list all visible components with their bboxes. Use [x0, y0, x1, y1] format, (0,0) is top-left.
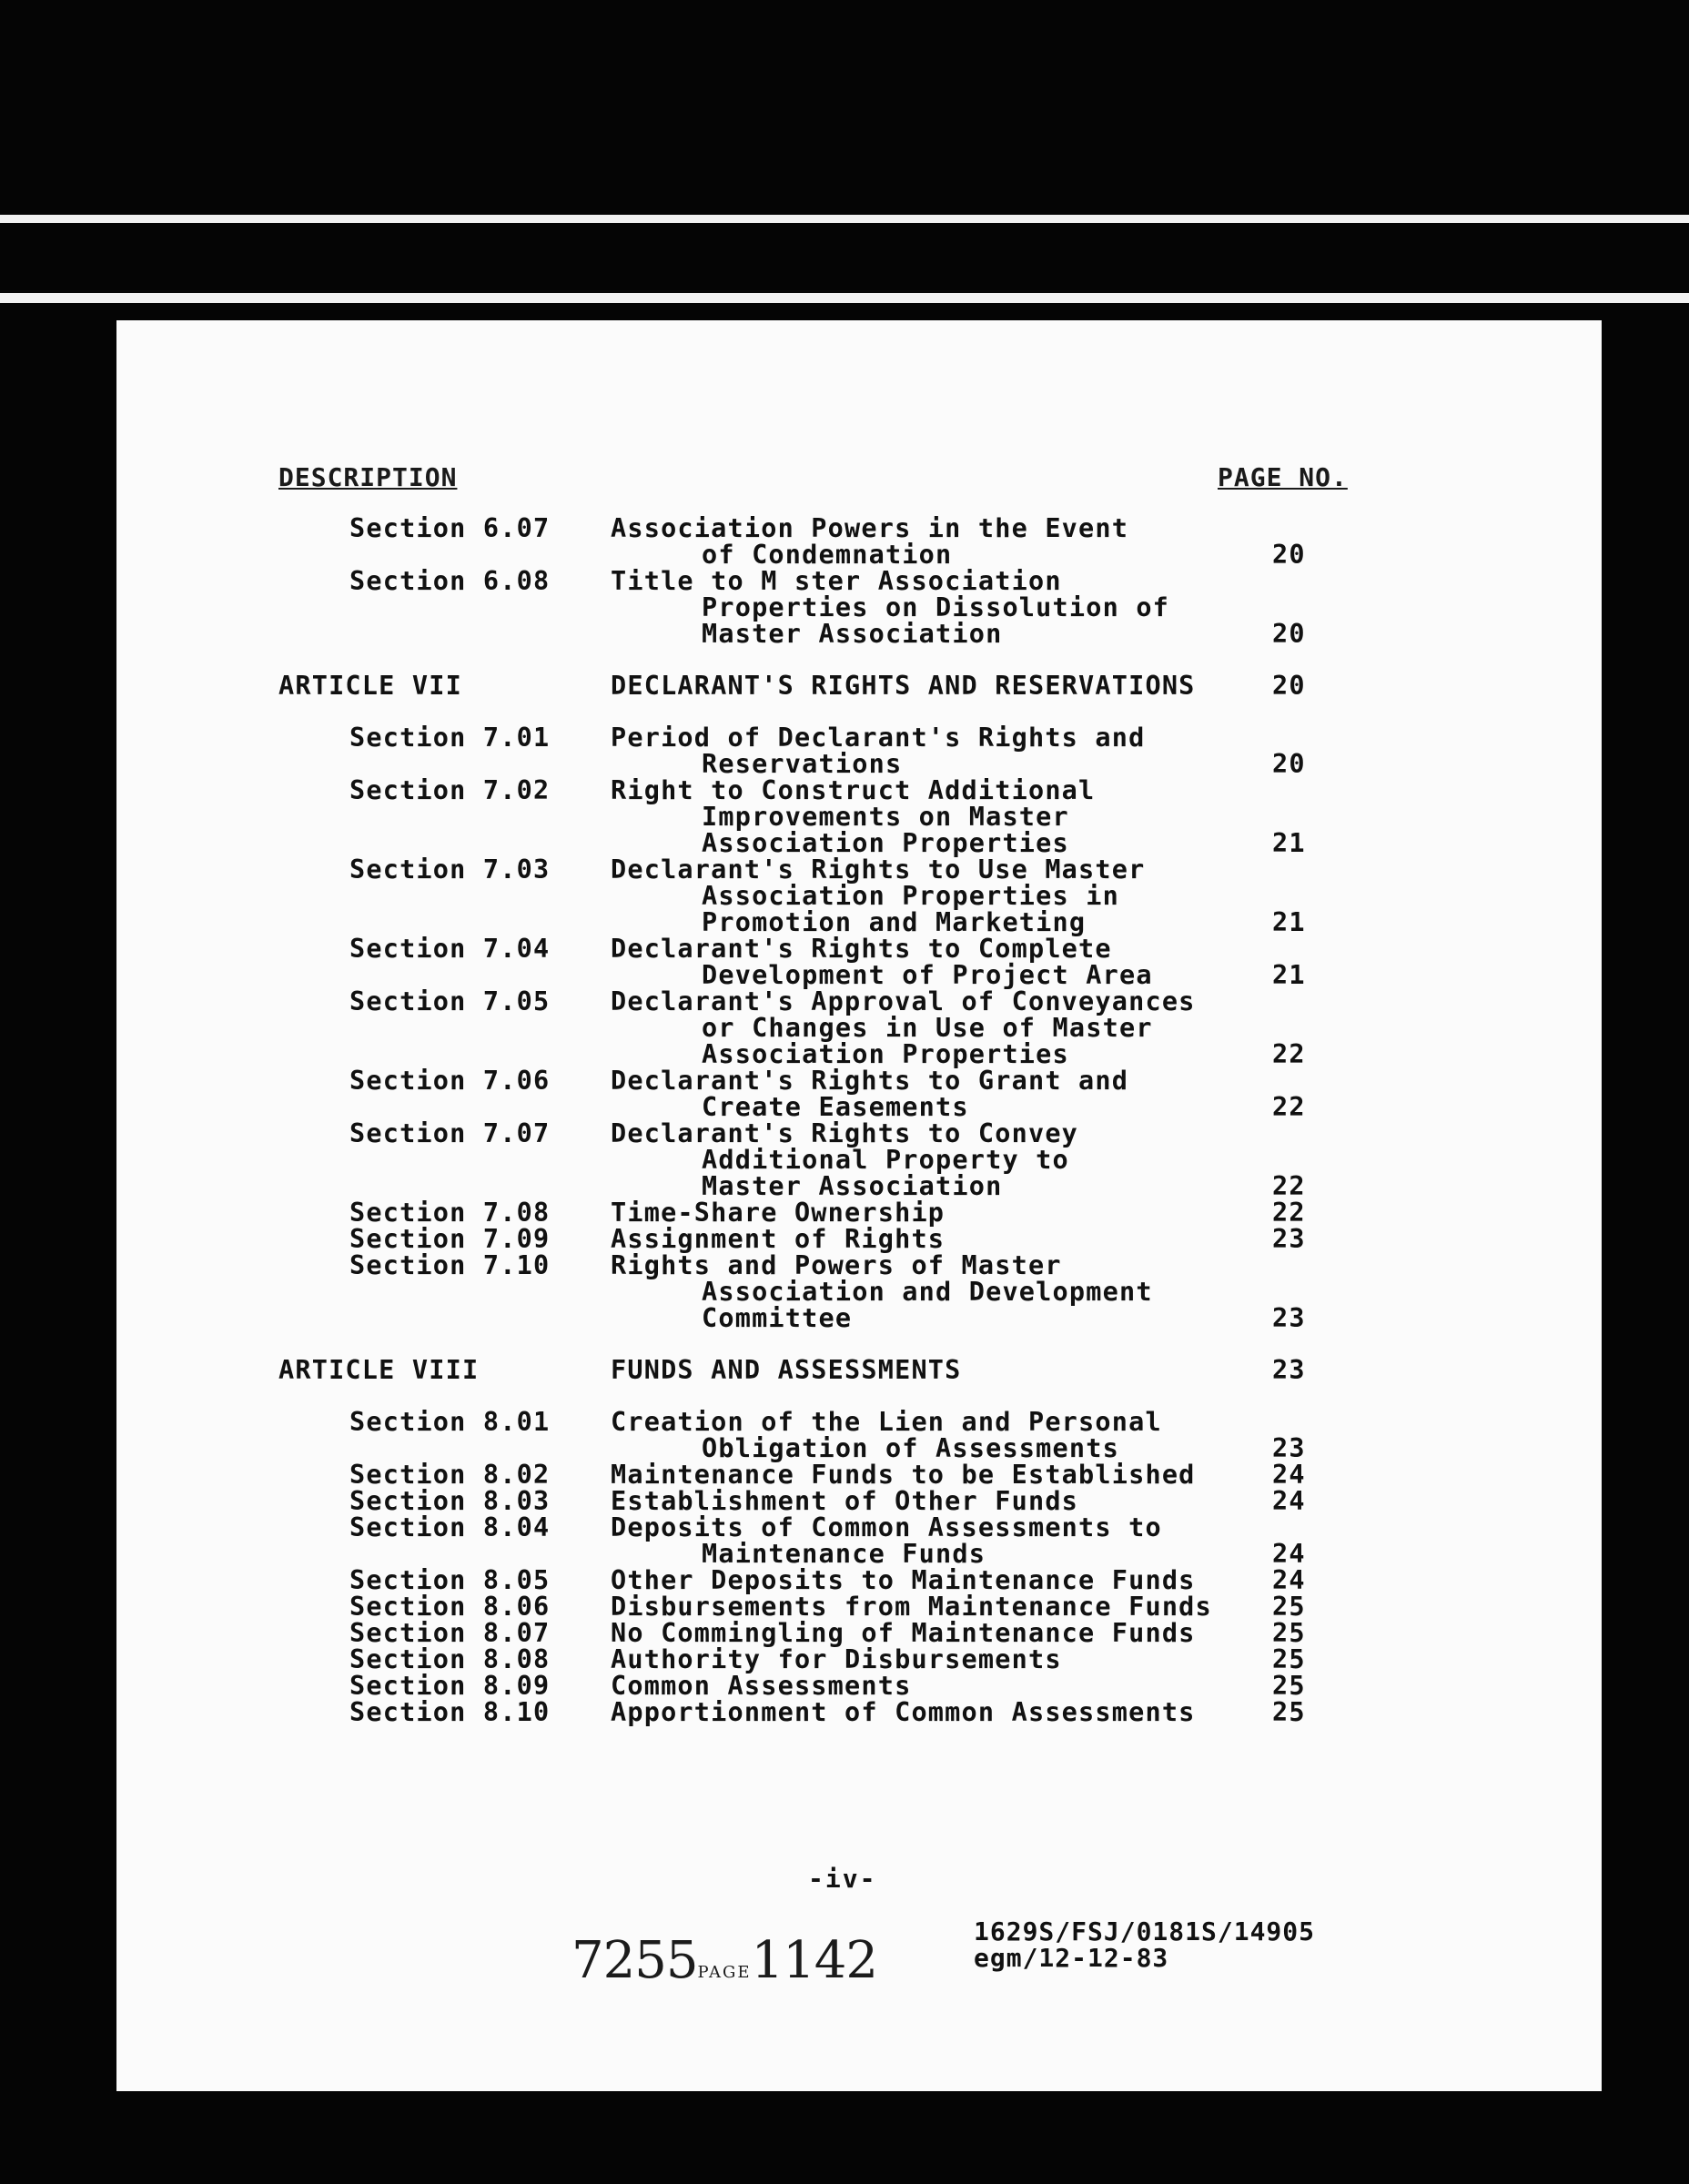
- scan-border-line-top: [0, 215, 1689, 223]
- toc-page-number: 24: [1272, 1565, 1306, 1595]
- toc-title-line: Rights and Powers of Master: [611, 1250, 1062, 1280]
- toc-label: Section 8.08: [349, 1644, 551, 1674]
- toc-label: Section 7.07: [349, 1118, 551, 1148]
- toc-title-line: Declarant's Approval of Conveyances: [611, 986, 1196, 1016]
- toc-title: [611, 1067, 1128, 1120]
- toc-title: [611, 1199, 945, 1226]
- toc-label: Section 8.10: [349, 1697, 551, 1727]
- toc-page-number: 20: [1272, 619, 1306, 649]
- toc-title: [611, 724, 1145, 777]
- toc-title-line: Master Association: [702, 619, 1003, 649]
- toc-label: ARTICLE VII: [278, 671, 462, 701]
- toc-title-line: Maintenance Funds: [702, 1539, 986, 1569]
- toc-page-number: 21: [1272, 960, 1306, 990]
- toc-title-line: Deposits of Common Assessments to: [611, 1512, 1162, 1542]
- toc-title-line: of Condemnation: [702, 540, 953, 570]
- toc-label: Section 7.02: [349, 775, 551, 805]
- toc-label: Section 7.06: [349, 1066, 551, 1096]
- toc-label: Section 7.05: [349, 986, 551, 1016]
- toc-title-line: Assignment of Rights: [611, 1224, 946, 1254]
- toc-title-line: DECLARANT'S RIGHTS AND RESERVATIONS: [611, 671, 1196, 701]
- toc-title-line: Reservations: [702, 749, 903, 779]
- toc-label: Section 8.03: [349, 1486, 551, 1516]
- toc-title-line: Association Properties in: [702, 881, 1119, 911]
- toc-label: Section 7.03: [349, 854, 551, 885]
- toc-label: Section 8.02: [349, 1460, 551, 1490]
- toc-title: [611, 1699, 1196, 1725]
- toc-page-number: 25: [1272, 1592, 1306, 1622]
- toc-title: [611, 1567, 1196, 1593]
- toc-title: [611, 1514, 1162, 1567]
- toc-title-line: Committee: [702, 1303, 853, 1333]
- toc-title: [611, 1226, 945, 1252]
- stamp-book-number: 7255: [571, 1931, 698, 1990]
- toc-page-number: 20: [1272, 671, 1306, 701]
- toc-title-line: Declarant's Rights to Complete: [611, 934, 1112, 964]
- toc-page-number: 24: [1272, 1539, 1306, 1569]
- toc-title: [611, 1120, 1078, 1199]
- document-page: [116, 320, 1602, 2091]
- toc-page-number: 23: [1272, 1433, 1306, 1463]
- toc-page-number: 20: [1272, 749, 1306, 779]
- toc-title-line: Properties on Dissolution of: [702, 592, 1170, 622]
- toc-page-number: 23: [1272, 1355, 1306, 1385]
- toc-label: Section 8.07: [349, 1618, 551, 1648]
- page-no-header: PAGE NO.: [1218, 462, 1348, 492]
- toc-page-number: 20: [1272, 540, 1306, 570]
- toc-page-number: 25: [1272, 1644, 1306, 1674]
- toc-title-line: Maintenance Funds to be Established: [611, 1460, 1196, 1490]
- toc-label: Section 7.08: [349, 1198, 551, 1228]
- toc-title-line: Development of Project Area: [702, 960, 1153, 990]
- toc-title: [611, 515, 1128, 568]
- toc-title: [611, 856, 1145, 935]
- toc-title-line: Authority for Disbursements: [611, 1644, 1062, 1674]
- toc-title: [611, 1461, 1196, 1488]
- toc-page-number: 22: [1272, 1092, 1306, 1122]
- toc-title-line: Declarant's Rights to Grant and: [611, 1066, 1129, 1096]
- stamp-page-label: PAGE: [697, 1963, 752, 1982]
- toc-title-line: Association Powers in the Event: [611, 513, 1129, 543]
- toc-title-line: Time-Share Ownership: [611, 1198, 946, 1228]
- toc-page-number: 23: [1272, 1303, 1306, 1333]
- toc-title-line: Create Easements: [702, 1092, 969, 1122]
- toc-title-line: Establishment of Other Funds: [611, 1486, 1079, 1516]
- toc-page-number: 22: [1272, 1039, 1306, 1069]
- toc-page-number: 25: [1272, 1618, 1306, 1648]
- toc-label: Section 7.04: [349, 934, 551, 964]
- toc-title: [611, 1252, 1153, 1331]
- toc-title: [611, 1620, 1196, 1646]
- document-code-date: egm/12-12-83: [974, 1943, 1169, 1973]
- toc-label: Section 7.10: [349, 1250, 551, 1280]
- toc-page-number: 25: [1272, 1671, 1306, 1701]
- toc-label: Section 6.07: [349, 513, 551, 543]
- toc-title: [611, 935, 1153, 988]
- toc-title-line: Creation of the Lien and Personal: [611, 1407, 1162, 1437]
- toc-page-number: 22: [1272, 1171, 1306, 1201]
- toc-page-number: 21: [1272, 828, 1306, 858]
- toc-label: Section 8.09: [349, 1671, 551, 1701]
- toc-title-line: FUNDS AND ASSESSMENTS: [611, 1355, 962, 1385]
- toc-title: [611, 568, 1169, 647]
- toc-title: [611, 1673, 911, 1699]
- toc-title-line: Association and Development: [702, 1277, 1153, 1307]
- toc-title: [611, 1357, 962, 1383]
- toc-page-number: 24: [1272, 1460, 1306, 1490]
- toc-title: [611, 1409, 1162, 1461]
- toc-title-line: or Changes in Use of Master: [702, 1013, 1153, 1043]
- toc-label: Section 8.01: [349, 1407, 551, 1437]
- toc-title-line: Promotion and Marketing: [702, 907, 1087, 937]
- toc-label: ARTICLE VIII: [278, 1355, 480, 1385]
- toc-title-line: Association Properties: [702, 1039, 1069, 1069]
- toc-title: [611, 1646, 1062, 1673]
- toc-page-number: 22: [1272, 1198, 1306, 1228]
- toc-label: Section 7.09: [349, 1224, 551, 1254]
- toc-title: [611, 672, 1196, 699]
- toc-page-number: 21: [1272, 907, 1306, 937]
- toc-title-line: Period of Declarant's Rights and: [611, 723, 1146, 753]
- document-code-id: 1629S/FSJ/0181S/14905: [974, 1916, 1316, 1946]
- scan-border-line-bottom: [0, 293, 1689, 303]
- toc-title: [611, 988, 1196, 1067]
- toc-title-line: Disbursements from Maintenance Funds: [611, 1592, 1212, 1622]
- page-number: -iv-: [808, 1864, 877, 1894]
- toc-title: [611, 1488, 1078, 1514]
- toc-label: Section 8.06: [349, 1592, 551, 1622]
- toc-title-line: No Commingling of Maintenance Funds: [611, 1618, 1196, 1648]
- toc-title: [611, 1593, 1212, 1620]
- description-header: DESCRIPTION: [278, 462, 458, 492]
- toc-title-line: Declarant's Rights to Use Master: [611, 854, 1146, 885]
- toc-title-line: Right to Construct Additional: [611, 775, 1096, 805]
- toc-label: Section 8.04: [349, 1512, 551, 1542]
- toc-title-line: Apportionment of Common Assessments: [611, 1697, 1196, 1727]
- toc-page-number: 25: [1272, 1697, 1306, 1727]
- toc-title-line: Title to M ster Association: [611, 566, 1062, 596]
- toc-title-line: Other Deposits to Maintenance Funds: [611, 1565, 1196, 1595]
- toc-title: [611, 777, 1095, 856]
- toc-title-line: Declarant's Rights to Convey: [611, 1118, 1079, 1148]
- recording-stamp: [571, 1931, 877, 1990]
- toc-label: Section 8.05: [349, 1565, 551, 1595]
- toc-title-line: Master Association: [702, 1171, 1003, 1201]
- toc-title-line: Improvements on Master: [702, 802, 1069, 832]
- toc-page-number: 24: [1272, 1486, 1306, 1516]
- toc-title-line: Obligation of Assessments: [702, 1433, 1119, 1463]
- document-code: [974, 1918, 1315, 1971]
- toc-label: Section 7.01: [349, 723, 551, 753]
- toc-title-line: Additional Property to: [702, 1145, 1069, 1175]
- toc-title-line: Common Assessments: [611, 1671, 912, 1701]
- toc-label: Section 6.08: [349, 566, 551, 596]
- toc-title-line: Association Properties: [702, 828, 1069, 858]
- toc-page-number: 23: [1272, 1224, 1306, 1254]
- stamp-page-number: 1142: [751, 1931, 878, 1990]
